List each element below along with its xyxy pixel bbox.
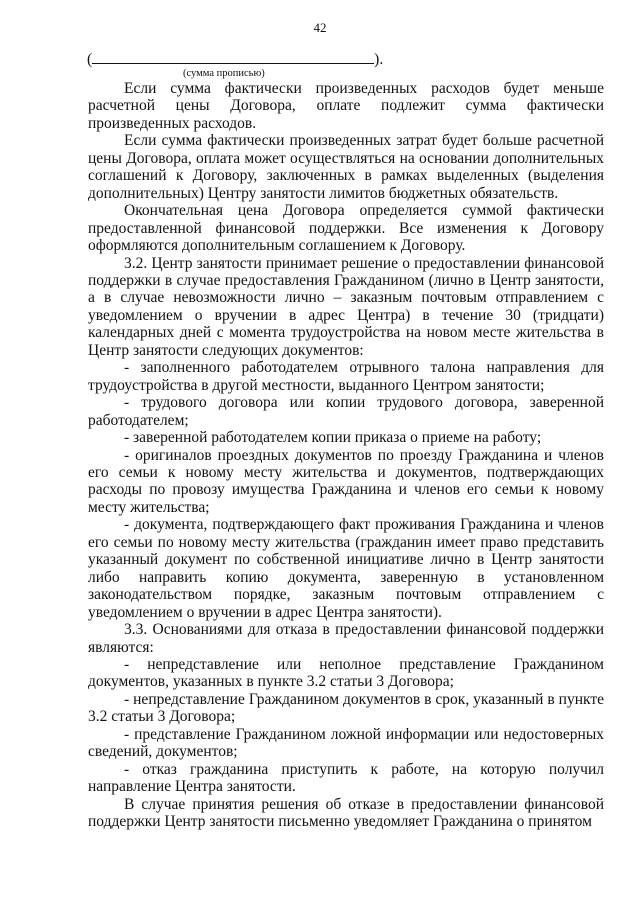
list-item: - непредставление или неполное представление Гражданином документов, указанных в пункте 3.2 статьи 3 Договора; <box>88 655 604 691</box>
paragraph-3-3: 3.3. Основаниями для отказа в предоставлении финансовой поддержки являются: <box>88 621 604 656</box>
sum-caption: (сумма прописью) <box>183 68 265 79</box>
paragraph-final-price: Окончательная цена Договора определяется суммой фактически предоставленной финансовой поддержки. Все изменения к Договору оформляются дополнительным соглашением к Договору. <box>88 202 604 255</box>
list-item: - непредставление Гражданином документов в срок, указанный в пункте 3.2 статьи 3 Договора; <box>88 690 604 726</box>
list-item: - заполненного работодателем отрывного талона направления для трудоустройства в другой местности, выданного Центром занятости; <box>88 359 604 394</box>
sum-in-words-field <box>87 50 383 70</box>
document-body <box>88 80 604 830</box>
sum-open-paren: ( <box>87 51 93 68</box>
paragraph-refusal-notice: В случае принятия решения об отказе в предоставлении финансовой поддержки Центр занятости письменно уведомляет Гражданина о принятом <box>88 795 604 831</box>
page-number: 42 <box>313 20 327 35</box>
sum-close-paren: ). <box>374 51 384 68</box>
paragraph-less-expenses: Если сумма фактически произведенных расходов будет меньше расчетной цены Договора, оплате подлежит сумма фактически произведенных расходов. <box>88 80 604 132</box>
list-item: - отказ гражданина приступить к работе, на которую получил направление Центра занятости. <box>88 760 604 796</box>
paragraph-more-expenses: Если сумма фактически произведенных затрат будет больше расчетной цены Договора, оплата может осуществляться на основании дополнительных соглашений к Договору, заключенных в рамках выделенных (выделения дополнительных) Центру занятости лимитов бюджетных обязательств. <box>88 132 604 202</box>
sum-blank-line <box>92 50 374 64</box>
list-item: - оригиналов проездных документов по проезду Гражданина и членов его семьи к новому месту жительства и документов, подтверждающих расходы по провозу имущества Гражданина и членов его семьи к новому месту жительства; <box>88 446 604 516</box>
list-item: - заверенной работодателем копии приказа о приеме на работу; <box>124 429 542 447</box>
list-item: - трудового договора или копии трудового договора, заверенной работодателем; <box>88 394 604 429</box>
list-item: - документа, подтверждающего факт проживания Гражданина и членов его семьи по новому месту жительства (гражданин имеет право представить указанный документ по собственной инициативе лично в Центр занятости либо направить копию документа, заверенную в установленном законодательством порядке, заказным почтовым отправлением с уведомлением о вручении в адрес Центра занятости). <box>88 516 604 621</box>
paragraph-3-2: 3.2. Центр занятости принимает решение о предоставлении финансовой поддержки в случае предоставления Гражданином (лично в Центр занятости, а в случае невозможности лично – заказным почтовым отправлением с уведомлением о вручении в адрес Центра) в течение 30 (тридцати) календарных дней с момента трудоустройства на новом месте жительства в Центр занятости следующих документов: <box>88 254 604 359</box>
list-item: - представление Гражданином ложной информации или недостоверных сведений, документов; <box>88 725 604 761</box>
